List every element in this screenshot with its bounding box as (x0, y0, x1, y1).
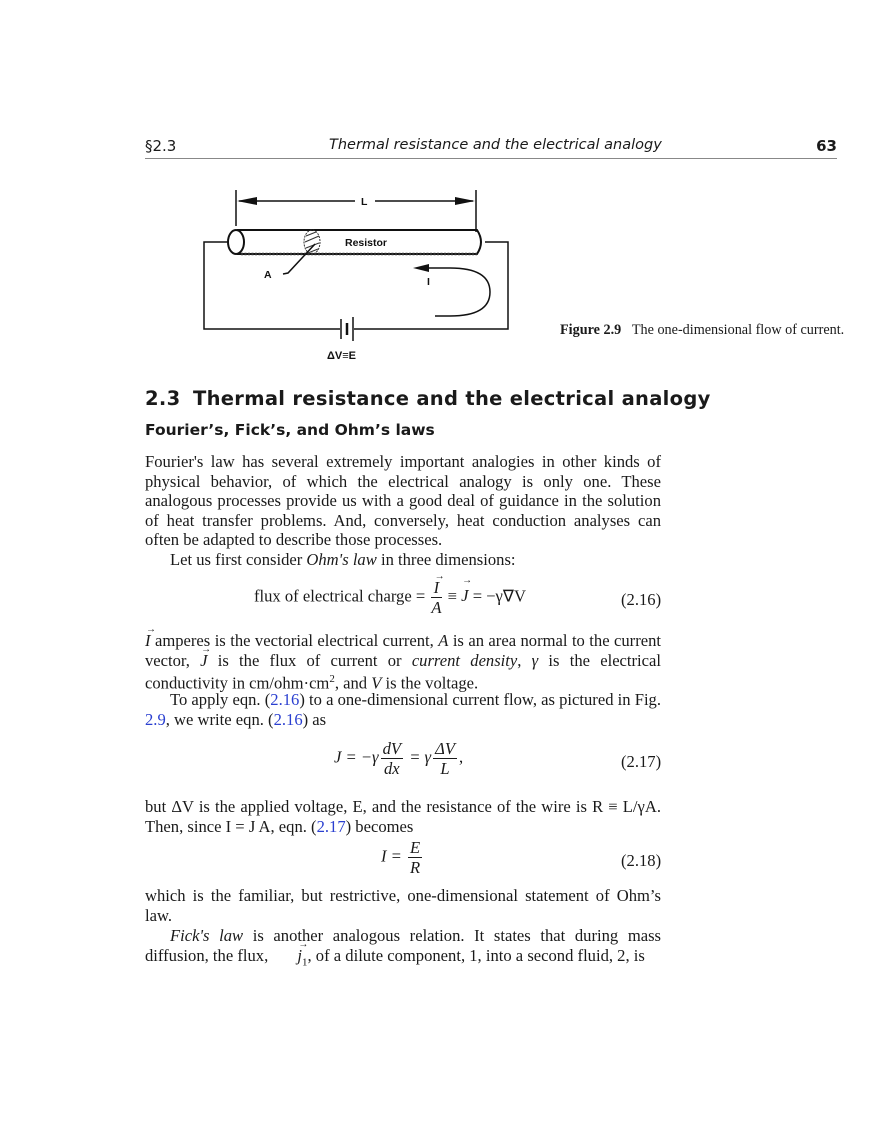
eq-equiv: ≡ (443, 586, 462, 606)
text: , and (334, 673, 372, 693)
eq-comma: , (458, 747, 464, 767)
eq-denominator: A (431, 598, 442, 617)
paragraph-3 (145, 631, 661, 693)
text: amperes is the vectorial electrical current, (150, 631, 439, 650)
eq-denominator: dx (383, 759, 400, 778)
text: is the flux of current or (207, 650, 412, 670)
paragraph-4 (145, 690, 661, 729)
section-title: Thermal resistance and the electrical analogy (193, 387, 711, 410)
symbol-j: → j (272, 946, 302, 966)
eq-J: → J (461, 586, 468, 606)
page-number: 63 (816, 137, 837, 155)
fraction (431, 578, 441, 617)
symbol-A: A (438, 631, 449, 650)
equation-2-16 (254, 578, 526, 617)
eq-denominator: R (410, 858, 421, 877)
text: , (517, 650, 532, 670)
fraction (381, 739, 403, 778)
symbol-gamma: γ (531, 650, 539, 670)
figure-caption (560, 321, 845, 339)
text: but ΔV is the applied voltage, E, and the resistance of the wire is R ≡ L/γA. Then, since I = J A, eqn. ( (145, 797, 661, 836)
emphasis-ohms-law: Ohm's law (306, 550, 377, 569)
text: is the voltage. (381, 673, 479, 693)
text: Let us first consider (170, 550, 307, 569)
eq-denominator: L (440, 759, 450, 778)
superscript: 2 (329, 673, 335, 686)
fraction (433, 739, 457, 778)
eq-lhs: J = −γ (334, 747, 379, 767)
eq-numerator: dV (382, 739, 402, 758)
running-header (145, 136, 837, 159)
paragraph-2 (145, 550, 661, 570)
text: ) as (302, 709, 327, 729)
figure-caption-label: Figure 2.9 (560, 322, 622, 338)
eq-lhs: flux of electrical charge = (254, 586, 430, 606)
emphasis-current-density: current density (411, 650, 518, 670)
text: is an area normal to the current vector, (145, 631, 661, 670)
paragraph-5 (145, 797, 661, 836)
figure-caption-text: The one-dimensional flow of current. (631, 322, 845, 338)
equation-link-2-16[interactable]: 2.16 (273, 709, 303, 729)
text: is another analogous relation. It states that during mass diffusion, the flux, (145, 926, 662, 965)
figure-link-2-9[interactable]: 2.9 (145, 709, 166, 729)
section-number: 2.3 (145, 387, 181, 410)
current-label: I (427, 276, 430, 288)
subscript: 1 (302, 955, 308, 968)
eq-numerator: ΔV (435, 739, 455, 758)
figure-2-9-circuit-diagram (195, 188, 525, 368)
subsection-heading: Fourier’s, Fick’s, and Ohm’s laws (145, 421, 435, 439)
equation-number-2-17: (2.17) (621, 752, 662, 771)
eq-numerator: E (410, 838, 421, 857)
eq-mid: = γ (405, 747, 432, 767)
eq-rhs: = −γ∇V (468, 586, 526, 606)
paragraph-6: which is the familiar, but restrictive, one-dimensional statement of Ohm’s law. (145, 886, 661, 925)
equation-2-17 (334, 739, 463, 778)
equation-link-2-16[interactable]: 2.16 (270, 690, 300, 709)
eq-numerator: → I (434, 578, 440, 597)
text: is the electrical conductivity in cm/ohm·cm (145, 650, 662, 693)
voltage-label: ΔV≡E (327, 350, 356, 362)
symbol-I: → I (145, 631, 151, 651)
text: in three dimensions: (376, 550, 516, 569)
section-heading (145, 387, 711, 410)
equation-2-18 (381, 838, 424, 877)
length-label: L (361, 196, 368, 208)
resistor-label: Resistor (345, 237, 388, 249)
text: ) becomes (345, 816, 414, 836)
running-header-section: §2.3 (145, 137, 177, 155)
text: , we write eqn. ( (165, 709, 274, 729)
symbol-V: V (371, 673, 382, 693)
paragraph-1: Fourier's law has several extremely important analogies in other kinds of physical behavior, of which the electrical analogy is only one. These analogous processes provide us with a good deal of guidance in the solution of heat transfer problems. And, conversely, heat conduction analyses can often be adapted to describe those processes. (145, 452, 661, 550)
circuit-diagram-icon (195, 188, 525, 368)
fraction (408, 838, 422, 877)
running-header-title: Thermal resistance and the electrical analogy (329, 137, 662, 153)
text: , of a dilute component, 1, into a second fluid, 2, is (307, 945, 645, 965)
symbol-J: → J (200, 651, 207, 671)
equation-number-2-18: (2.18) (621, 851, 662, 870)
area-label: A (264, 269, 272, 281)
paragraph-7 (145, 926, 661, 973)
emphasis-ficks-law: Fick's law (170, 926, 244, 945)
eq-lhs: I = (381, 846, 407, 866)
equation-link-2-17[interactable]: 2.17 (316, 816, 346, 836)
equation-number-2-16: (2.16) (621, 590, 662, 609)
text: ) to a one-dimensional current flow, as pictured in Fig. (299, 690, 662, 709)
text: To apply eqn. ( (170, 690, 271, 709)
